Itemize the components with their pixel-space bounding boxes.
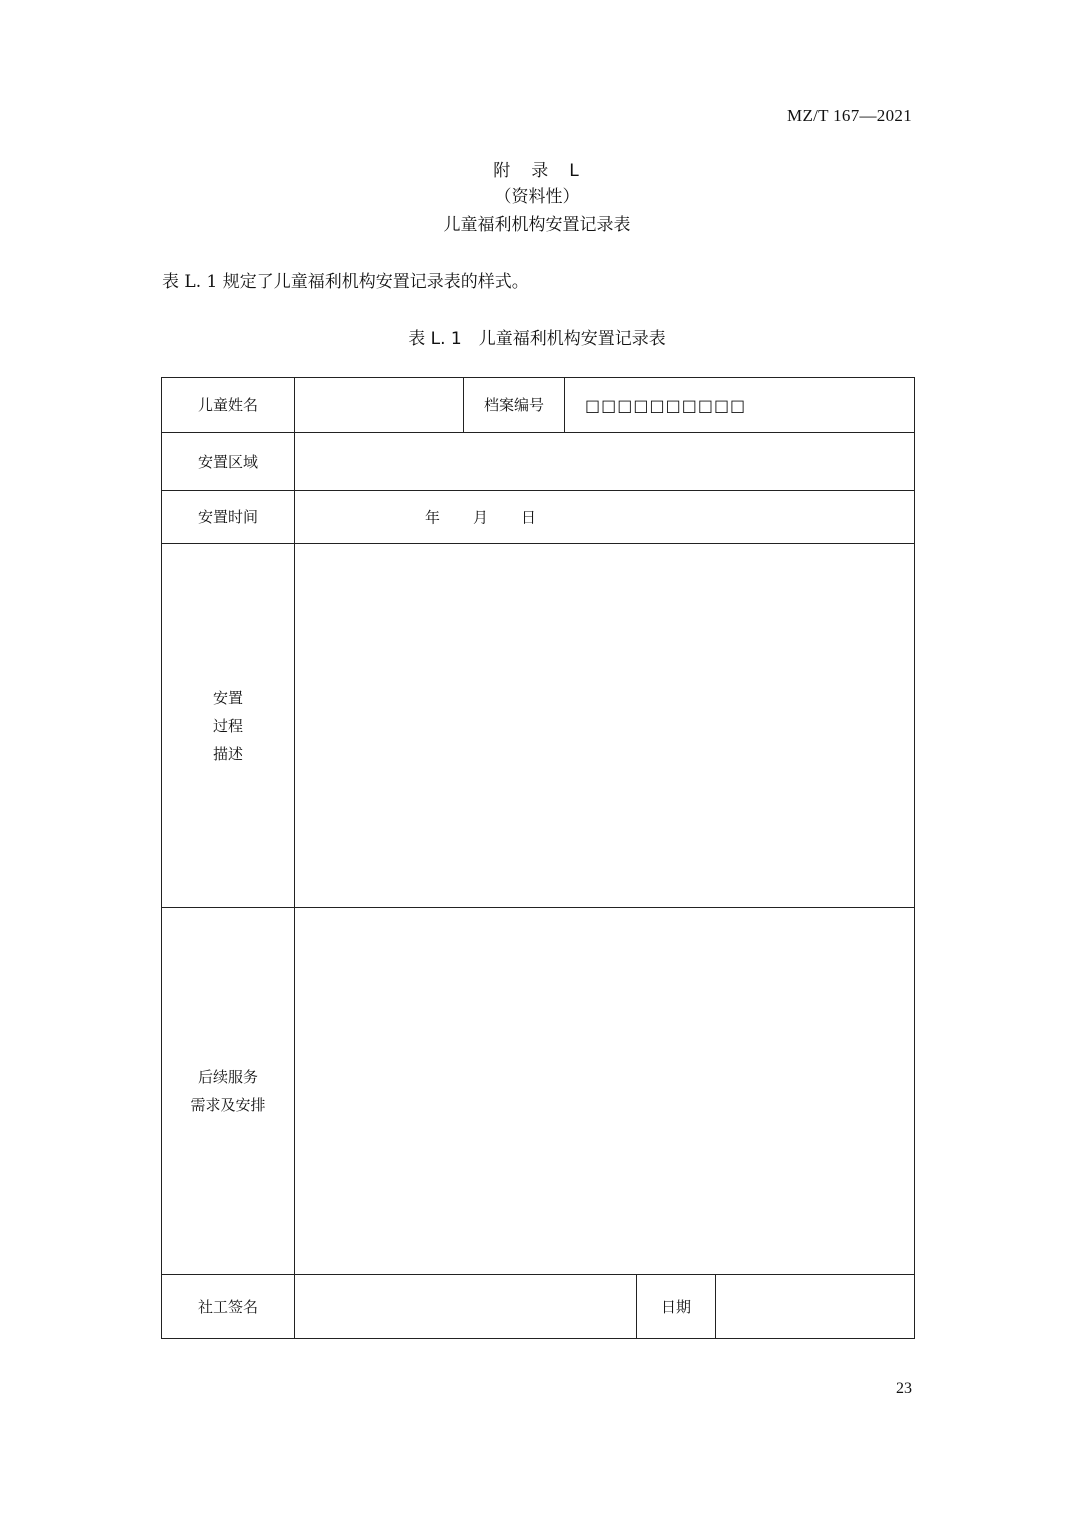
placement-process-field[interactable]: [295, 544, 915, 908]
document-code: MZ/T 167—2021: [787, 106, 912, 125]
row-placement-time: [162, 491, 915, 544]
year-label: 年: [425, 508, 441, 527]
file-number-label: 档案编号: [464, 378, 565, 433]
placement-area-field[interactable]: [295, 433, 915, 491]
followup-service-label: 后续服务 需求及安排: [162, 908, 295, 1275]
month-label: 月: [473, 508, 489, 527]
day-label: 日: [521, 508, 537, 527]
row-followup-service: [162, 908, 915, 1275]
placement-process-label: 安置 过程 描述: [162, 544, 295, 908]
placement-area-label: 安置区域: [162, 433, 295, 491]
intro-text: 表 L. 1 规定了儿童福利机构安置记录表的样式。: [162, 272, 529, 292]
file-number-boxes[interactable]: □□□□□□□□□□: [565, 378, 915, 433]
child-name-field[interactable]: [295, 378, 464, 433]
social-worker-signature-field[interactable]: [295, 1275, 637, 1339]
child-name-label: 儿童姓名: [162, 378, 295, 433]
social-worker-signature-label: 社工签名: [162, 1275, 295, 1339]
appendix-title: 附 录 L: [493, 161, 581, 181]
row-placement-area: [162, 433, 915, 491]
appendix-name: 儿童福利机构安置记录表: [443, 215, 631, 235]
row-placement-process: [162, 544, 915, 908]
date-label: 日期: [637, 1275, 716, 1339]
appendix-nature: （资料性）: [494, 187, 580, 207]
table-caption: 表 L. 1 儿童福利机构安置记录表: [408, 329, 666, 349]
page-number: 23: [896, 1380, 912, 1397]
row-signature: [162, 1275, 915, 1339]
date-field[interactable]: [716, 1275, 915, 1339]
placement-time-field[interactable]: [295, 491, 915, 544]
row-child-name: [162, 378, 915, 433]
followup-service-field[interactable]: [295, 908, 915, 1275]
placement-time-label: 安置时间: [162, 491, 295, 544]
placement-record-table: [161, 377, 915, 1339]
